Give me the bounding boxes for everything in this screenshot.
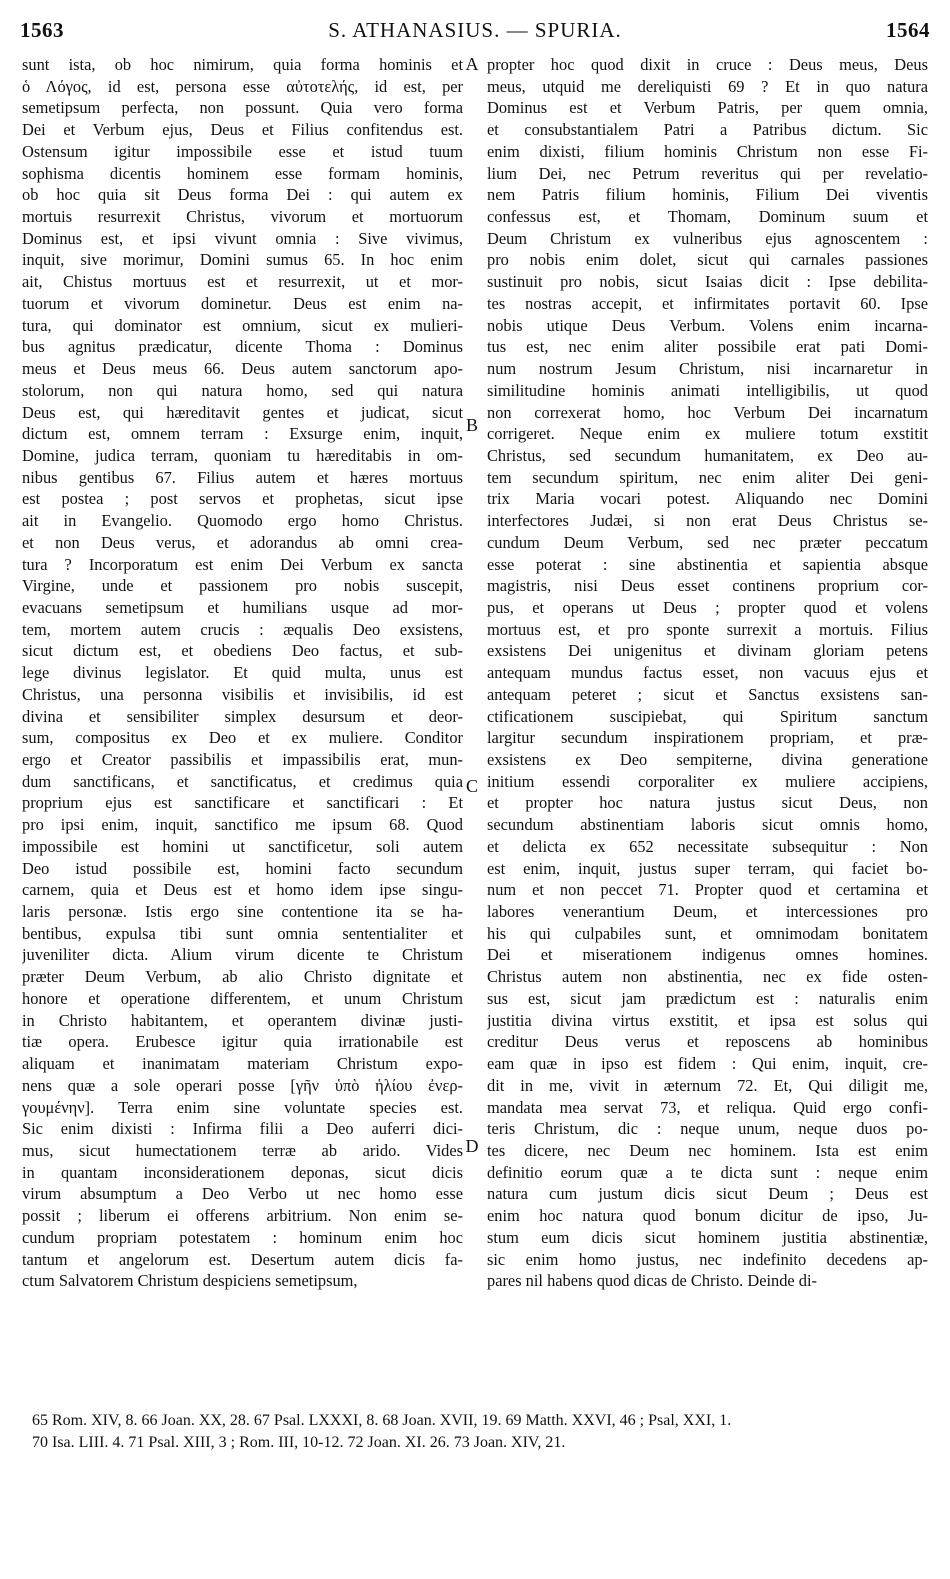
margin-marker-c: C bbox=[465, 776, 478, 796]
text-line: Deo istud possibile est, homini facto secundum bbox=[22, 858, 463, 878]
page-number-right: 1564 bbox=[886, 18, 930, 42]
text-line: enim dixisti, filium hominis Christum non esse Fi- bbox=[487, 141, 928, 161]
text-line: pus, et operans ut Deus ; propter quod et volens bbox=[487, 597, 928, 617]
text-line: Sic enim dixisti : Infirma filii a Deo auferri dici- bbox=[22, 1119, 463, 1139]
text-line: carnem, quia et Deus est et homo idem ipse singu- bbox=[22, 880, 463, 900]
text-line: mortuus est, et pro sponte surrexit a mortuis. Filius bbox=[487, 619, 928, 639]
text-line: Christus autem non abstinentia, nec ex fide osten- bbox=[487, 967, 928, 987]
text-line: teris Christum, dic : neque unum, neque duos po- bbox=[487, 1119, 928, 1139]
text-line: et consubstantialem Patri a Patribus dictum. Sic bbox=[487, 120, 928, 140]
text-line: aliquam et inanimatam materiam Christum expo- bbox=[22, 1054, 463, 1074]
text-line: tes dicere, nec Deum nec hominem. Ista est enim bbox=[487, 1140, 928, 1160]
text-line: Ostensum igitur impossibile esse et istud tuum bbox=[22, 141, 463, 161]
text-line: pro ipsi enim, inquit, sanctifico me ipsum 68. Quod bbox=[22, 815, 463, 835]
text-line: possit ; liberum ei offerens arbitrium. Non enim se- bbox=[22, 1206, 463, 1226]
text-line: mortuis resurrexit Christus, vivorum et mortuorum bbox=[22, 207, 463, 227]
text-line: divina et sensibiliter simplex desursum et deor- bbox=[22, 706, 463, 726]
text-line: ob hoc quia sit Deus forma Dei : qui autem ex bbox=[22, 185, 463, 205]
text-line: stum eum dicis sicut hominem justitia abstinentiæ, bbox=[487, 1227, 928, 1247]
text-line: bentibus, expulsa tibi sunt omnia sententialiter et bbox=[22, 923, 463, 943]
text-line: est enim, inquit, justus super terram, qui faciet bo- bbox=[487, 858, 928, 878]
text-line: tuorum et vivorum dominetur. Deus est enim na- bbox=[22, 293, 463, 313]
text-line: inquit, sive morimur, Domini sumus 65. In hoc enim bbox=[22, 250, 463, 270]
text-line: sunt ista, ob hoc nimirum, quia forma hominis et bbox=[22, 55, 463, 74]
text-line: tus est, nec enim aliter possibile erat pati Domi- bbox=[487, 337, 928, 357]
text-line: justitia divina virtus exstitit, et ipsa est solus qui bbox=[487, 1010, 928, 1030]
text-line: num et non peccet 71. Propter quod et certamina et bbox=[487, 880, 928, 900]
text-line: eam quæ in ipso est fidem : Qui enim, inquit, cre- bbox=[487, 1054, 928, 1074]
text-line: creditur Deus verus et reposcens ab hominibus bbox=[487, 1032, 928, 1052]
text-line: dum sanctificans, et sanctificatus, et credimus quia bbox=[22, 771, 463, 791]
text-line: nobis utique Deus Verbum. Volens enim incarna- bbox=[487, 315, 928, 335]
text-line: Deus est, qui hæreditavit gentes et judicat, sicut bbox=[22, 402, 463, 422]
text-line: ait, Chistus mortuus est et resurrexit, ut et mor- bbox=[22, 272, 463, 292]
text-line: his qui culpabiles sunt, et omnimodam bonitatem bbox=[487, 923, 928, 943]
text-line: nens quæ a sole operari posse [γῆν ὑπὸ ἡλίου ἐνερ- bbox=[22, 1075, 463, 1095]
text-line: et non Deus verus, et adorandus ab omni crea- bbox=[22, 532, 463, 552]
text-line: et propter hoc natura justus sicut Deus, non bbox=[487, 793, 928, 813]
text-line: largitur secundum inspirationem propriam, et præ- bbox=[487, 728, 928, 748]
text-line: ait in Evangelio. Quomodo ergo homo Christus. bbox=[22, 511, 463, 531]
text-line: antequam mundus factus esset, non vacuus ejus et bbox=[487, 663, 928, 683]
text-line: secundum abstinentiam laboris sicut omnis homo, bbox=[487, 815, 928, 835]
text-line: nem Patris filium hominis, Filium Dei viventis bbox=[487, 185, 928, 205]
text-line: esse poterat : sine abstinentia et sapientia absque bbox=[487, 554, 928, 574]
right-column bbox=[487, 54, 928, 1292]
text-line: initium essendi corporaliter ex muliere accipiens, bbox=[487, 771, 928, 791]
text-line: cundum propriam potestatem : hominum enim hoc bbox=[22, 1227, 463, 1247]
text-line: dit in me, vivit in æternum 72. Et, Qui diligit me, bbox=[487, 1075, 928, 1095]
text-line: sum, compositus ex Deo et ex muliere. Conditor bbox=[22, 728, 463, 748]
text-line: tiæ opera. Erubesce igitur quia irrationabile est bbox=[22, 1032, 463, 1052]
text-line: meus, utquid me dereliquisti 69 ? Et in quo natura bbox=[487, 76, 928, 96]
text-line: Dominus est, et ipsi vivunt omnia : Sive vivimus, bbox=[22, 228, 463, 248]
text-line: pro nobis enim dolet, sicut qui carnales passiones bbox=[487, 250, 928, 270]
text-line: ctificationem suscipiebat, qui Spiritum sanctum bbox=[487, 706, 928, 726]
text-line: juveniliter dicta. Alium virum dicente te Christum bbox=[22, 945, 463, 965]
text-line: evacuans semetipsum et humilians usque ad mor- bbox=[22, 597, 463, 617]
text-line: proprium ejus est sanctificare et sanctificari : Et bbox=[22, 793, 463, 813]
margin-marker-b: B bbox=[465, 415, 478, 435]
text-line: ὁ Λόγος, id est, persona esse αὐτοτελής, id est, per bbox=[22, 76, 463, 96]
text-line: Dei et Verbum ejus, Deus et Filius confitendus est. bbox=[22, 120, 463, 140]
text-line: virum absumptum a Deo Verbo ut nec homo esse bbox=[22, 1184, 463, 1204]
text-line: corrigeret. Neque enim ex muliere totum exstitit bbox=[487, 424, 928, 444]
text-line: trix Maria vocari potest. Aliquando nec Domini bbox=[487, 489, 928, 509]
text-line: exsistens ex Deo sempiterne, divina generatione bbox=[487, 750, 928, 769]
text-line: natura cum justum dicis sicut Deum ; Deus est bbox=[487, 1184, 928, 1204]
text-line: tem, mortem autem crucis : æqualis Deo exsistens, bbox=[22, 619, 463, 639]
text-line: lium Dei, nec Petrum reveritus qui per revelatio- bbox=[487, 163, 928, 183]
text-line: propter hoc quod dixit in cruce : Deus meus, Deus bbox=[487, 55, 928, 74]
text-line: labores venerantium Deum, et intercessiones pro bbox=[487, 902, 928, 922]
text-line: interfectores Judæi, si non erat Deus Christus se- bbox=[487, 511, 928, 531]
text-line: meus et Deus meus 66. Deus autem sanctorum apo- bbox=[22, 359, 463, 379]
text-line: Domine, judica terram, quoniam tu hæreditabis in om- bbox=[22, 445, 463, 465]
text-line: in Christo habitantem, et operantem divinæ justi- bbox=[22, 1010, 463, 1030]
text-line: bus agnitus prædicatur, dicente Thoma : Dominus bbox=[22, 337, 463, 357]
text-line: num nostrum Jesum Christum, nisi incarnaretur in bbox=[487, 359, 928, 379]
running-title: S. ATHANASIUS. — SPURIA. bbox=[328, 18, 622, 42]
text-line: dictum est, omnem terram : Exsurge enim, inquit, bbox=[22, 424, 463, 444]
text-line: pares nil habens quod dicas de Christo. Deinde di- bbox=[487, 1271, 818, 1291]
text-line: definitio eorum quæ a te dicta sunt : neque enim bbox=[487, 1162, 928, 1182]
text-line: tura ? Incorporatum est enim Dei Verbum ex sancta bbox=[22, 554, 463, 574]
text-line: in quantam inconsiderationem deponas, sicut dicis bbox=[22, 1162, 463, 1182]
text-line: Dei et miserationem indigenus omnes homines. bbox=[487, 945, 928, 965]
text-line: non correxerat homo, hoc Verbum Dei incarnatum bbox=[487, 402, 928, 422]
text-line: antequam peteret ; sicut et Sanctus exsistens san- bbox=[487, 684, 928, 704]
text-line: mus, sicut humectationem terræ ab arido. Vides bbox=[22, 1140, 463, 1160]
footnote-line: 65 Rom. XIV, 8. 66 Joan. XX, 28. 67 Psal. LXXXI, 8. 68 Joan. XVII, 19. 69 Matth. XXVI, 46 ; Psal, XXI, 1. bbox=[32, 1412, 732, 1429]
text-line: sicut dictum est, et obediens Deo factus, et sub- bbox=[22, 641, 463, 661]
text-line: Deum Christum ex vulneribus ejus agnoscentem : bbox=[487, 228, 928, 248]
margin-marker-a: A bbox=[465, 54, 479, 74]
text-line: impossibile est homini ut sanctificetur, soli autem bbox=[22, 836, 463, 856]
text-line: est postea ; post servos et prophetas, sicut ipse bbox=[22, 489, 463, 509]
text-line: lege divinus legislator. Et quid multa, unus est bbox=[22, 663, 463, 683]
page-header bbox=[20, 12, 930, 48]
text-line: tem secundum spiritum, nec enim aliter Dei geni- bbox=[487, 467, 928, 487]
text-line: magistris, nisi Deus esset continens proprium cor- bbox=[487, 576, 928, 596]
text-line: enim hoc natura quod bonum dicitur de ipso, Ju- bbox=[487, 1206, 928, 1226]
text-line: laris personæ. Istis ergo sine contentione ita se ha- bbox=[22, 902, 463, 922]
text-line: Virgine, unde et passionem pro nobis suscepit, bbox=[22, 576, 463, 596]
text-line: tes nostras accepit, et infirmitates portavit 60. Ipse bbox=[487, 293, 928, 313]
text-line: sophisma dicentis hominem esse formam hominis, bbox=[22, 163, 463, 183]
footnotes bbox=[32, 1410, 926, 1454]
text-line: nibus gentibus 67. Filius autem et hæres mortuus bbox=[22, 467, 463, 487]
margin-marker-d: D bbox=[465, 1136, 479, 1156]
text-line: sustinuit pro nobis, sicut Isaias dicit : Ipse debilita- bbox=[487, 272, 928, 292]
text-line: et delicta ex 652 necessitate subsequitur : Non bbox=[487, 836, 928, 856]
text-line: confessus est, et Thomam, Dominum suum et bbox=[487, 207, 928, 227]
text-line: tura, qui dominator est omnium, sicut ex mulieri- bbox=[22, 315, 463, 335]
text-line: honore et operatione differentem, et unum Christum bbox=[22, 988, 463, 1008]
page-number-left: 1563 bbox=[20, 18, 64, 42]
text-line: exsistens Dei unigenitus et divinam gloriam petens bbox=[487, 641, 928, 661]
footnote-line: 70 Isa. LIII. 4. 71 Psal. XIII, 3 ; Rom. III, 10-12. 72 Joan. XI. 26. 73 Joan. XIV, 21. bbox=[32, 1434, 566, 1451]
text-line: tantum et angelorum est. Desertum autem dicis fa- bbox=[22, 1249, 463, 1269]
text-line: stolorum, non qui natura homo, sed qui natura bbox=[22, 380, 463, 400]
text-line: mandata mea servat 73, et reliqua. Quid ergo confi- bbox=[487, 1097, 928, 1117]
text-line: ctum Salvatorem Christum despiciens semetipsum, bbox=[22, 1271, 358, 1291]
left-column bbox=[22, 54, 463, 1292]
text-line: semetipsum perfecta, non possunt. Quia vero forma bbox=[22, 98, 463, 118]
text-line: ergo et Creator passibilis et impassibilis erat, mun- bbox=[22, 750, 463, 769]
text-line: γουμένην]. Terra enim sine voluntate species est. bbox=[22, 1097, 463, 1117]
text-line: Christus, sed secundum humanitatem, ex Deo au- bbox=[487, 445, 928, 465]
text-line: similitudine hominis animati intelligibilis, ut quod bbox=[487, 380, 928, 400]
text-line: præter Deum Verbum, ab alio Christo dignitate et bbox=[22, 967, 463, 987]
text-line: Dominus est et Verbum Patris, per quem omnia, bbox=[487, 98, 928, 118]
text-line: Christus, una personna visibilis et invisibilis, id est bbox=[22, 684, 463, 704]
text-line: cundum Deum Verbum, sed nec præter peccatum bbox=[487, 532, 928, 552]
text-line: sic enim homo justus, nec indefinito decedens ap- bbox=[487, 1249, 928, 1269]
text-line: sus est, sicut jam prædictum est : naturalis enim bbox=[487, 988, 928, 1008]
